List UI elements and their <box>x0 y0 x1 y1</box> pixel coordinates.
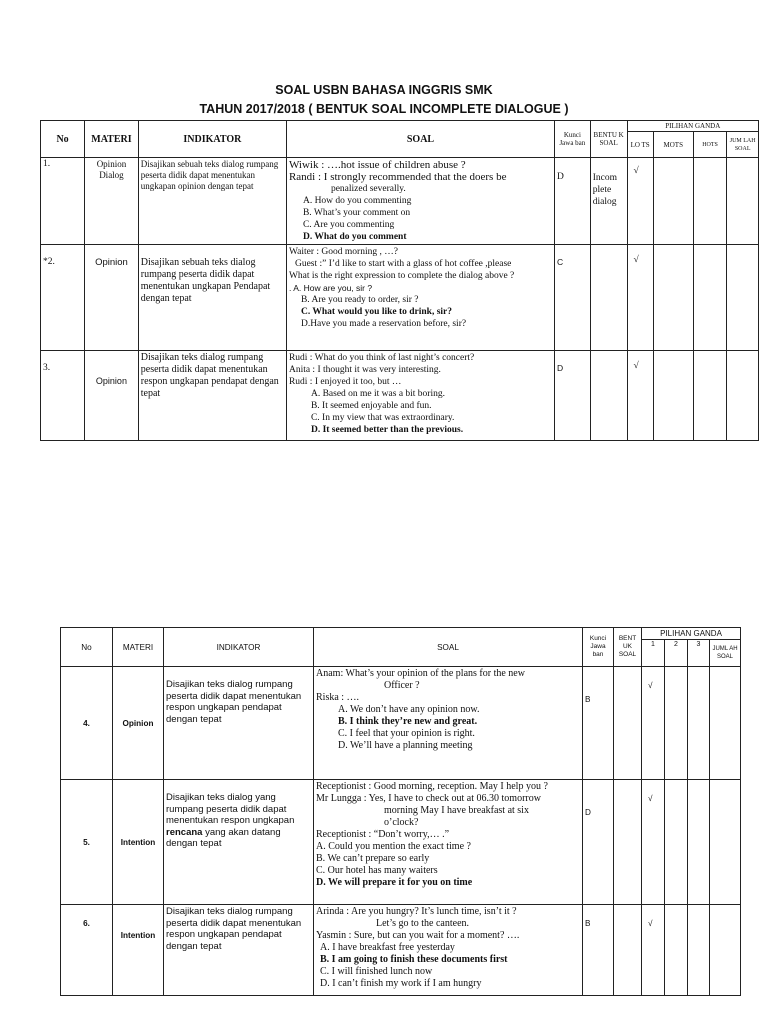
option-d: D.Have you made a reservation before, sir? <box>300 319 467 329</box>
soal-line: Guest :” I’d like to start with a glass of hot coffee ,please <box>294 259 512 269</box>
check-mark: √ <box>627 158 653 245</box>
row-no: 3. <box>41 351 85 441</box>
indikator-text: yang akan datang dengan tepat <box>166 826 281 849</box>
check-mark: √ <box>627 245 653 351</box>
header-col-3: 3 <box>688 640 710 667</box>
header-mots: MOTS <box>653 132 693 158</box>
soal-line: Yasmin : Sure, but can you wait for a moment? …. <box>316 930 520 941</box>
soal-line: Anam: What’s your opinion of the plans for the new <box>316 668 525 679</box>
indikator-text: Disajikan teks dialog yang rumpang peserta didik dapat menentukan respon ungkapan <box>166 792 295 826</box>
check-mark: √ <box>642 667 665 780</box>
option-a: A. I have breakfast free yesterday <box>320 942 455 953</box>
option-d: D. We’ll have a planning meeting <box>338 740 473 751</box>
option-d: D. It seemed better than the previous. <box>310 425 464 435</box>
soal-line: Let’s go to the canteen. <box>376 918 470 929</box>
soal-line: o’clock? <box>384 817 419 828</box>
row-materi: Opinion <box>113 667 164 780</box>
header-materi: MATERI <box>113 628 164 667</box>
option-c: C. What would you like to drink, sir? <box>300 307 453 317</box>
header-pilihan-ganda: PILIHAN GANDA <box>627 121 758 132</box>
soal-line: Wiwik : ….hot issue of children abuse ? <box>288 159 466 171</box>
soal-line: morning May I have breakfast at six <box>384 805 529 816</box>
table-row <box>41 351 759 441</box>
header-indikator: INDIKATOR <box>164 628 314 667</box>
option-a: A. We don’t have any opinion now. <box>338 704 480 715</box>
option-b: B. It seemed enjoyable and fun. <box>310 401 432 411</box>
option-b: B. What’s your comment on <box>302 208 411 218</box>
soal-line: penalized severally. <box>330 184 406 194</box>
header-soal: SOAL <box>314 628 583 667</box>
row-materi: Intention <box>113 780 164 905</box>
option-c: C. In my view that was extraordinary. <box>310 413 455 423</box>
table-row <box>41 245 759 351</box>
option-d: D. I can’t finish my work if I am hungry <box>320 978 482 989</box>
check-mark: √ <box>642 905 665 996</box>
header-no: No <box>61 628 113 667</box>
row-soal <box>314 780 583 905</box>
row-indikator: Disajikan teks dialog rumpang peserta didik dapat menentukan respon ungkapan pendapat dengan tepat <box>138 351 286 441</box>
question-table-2 <box>60 627 741 996</box>
option-a: A. Based on me it was a bit boring. <box>310 389 445 399</box>
row-no: 1. <box>41 158 85 245</box>
row-soal <box>286 351 554 441</box>
soal-line: Waiter : Good morning , …? <box>288 247 398 257</box>
option-b: B. I am going to finish these documents first <box>320 954 508 965</box>
row-kunci: D <box>583 780 614 905</box>
soal-line: Receptionist : Good morning, reception. May I help you ? <box>316 781 548 792</box>
option-a: A. How do you commenting <box>302 196 412 206</box>
soal-line: Randi : I strongly recommended that the doers be <box>288 171 507 183</box>
header-hots: HOTS <box>693 132 727 158</box>
document-title-line1: SOAL USBN BAHASA INGGRIS SMK <box>275 83 493 97</box>
row-soal <box>314 667 583 780</box>
header-kunci: Kunci Jawa ban <box>583 628 614 667</box>
row-kunci: D <box>555 351 591 441</box>
option-d: D. What do you comment <box>302 232 407 242</box>
document-title-line2: TAHUN 2017/2018 ( BENTUK SOAL INCOMPLETE DIALOGUE ) <box>199 102 569 116</box>
soal-line: Riska : …. <box>316 692 360 703</box>
header-col-2: 2 <box>665 640 688 667</box>
option-c: C. I will finished lunch now <box>320 966 433 977</box>
header-soal: SOAL <box>286 121 554 158</box>
soal-line: Mr Lungga : Yes, I have to check out at 06.30 tomorrow <box>316 793 541 804</box>
header-lots: LO TS <box>627 132 653 158</box>
header-pilihan-ganda: PILIHAN GANDA <box>642 628 741 640</box>
check-mark: √ <box>642 780 665 905</box>
row-bentuk: Incom plete dialog <box>590 158 627 245</box>
soal-line: Rudi : What do you think of last night’s concert? <box>288 353 475 363</box>
row-indikator: Disajikan sebuah teks dialog rumpang peserta didik dapat menentukan ungkapan Pendapat dengan tepat <box>138 245 286 351</box>
row-indikator: Disajikan teks dialog rumpang peserta didik dapat menentukan respon ungkapan pendapat dengan tepat <box>164 667 314 780</box>
check-mark: √ <box>627 351 653 441</box>
table-row <box>61 905 741 996</box>
soal-line: Officer ? <box>384 680 420 691</box>
header-jumlah: JUM LAH SOAL <box>727 132 759 158</box>
question-table-1 <box>40 120 759 441</box>
table-row <box>41 158 759 245</box>
row-soal <box>286 245 554 351</box>
row-no: 6. <box>61 905 113 996</box>
row-no: 4. <box>61 667 113 780</box>
header-indikator: INDIKATOR <box>138 121 286 158</box>
row-no: *2. <box>41 245 85 351</box>
row-indikator: Disajikan teks dialog rumpang peserta didik dapat menentukan respon ungkapan pendapat dengan tepat <box>164 905 314 996</box>
table-row <box>61 780 741 905</box>
option-b: B. Are you ready to order, sir ? <box>300 295 419 305</box>
indikator-keyword: rencana <box>166 826 203 838</box>
header-bentuk: BENT UK SOAL <box>614 628 642 667</box>
option-a: A. Could you mention the exact time ? <box>316 841 471 852</box>
soal-line: Receptionist : “Don’t worry,… .” <box>316 829 450 840</box>
row-kunci: B <box>583 905 614 996</box>
row-materi: Intention <box>113 905 164 996</box>
row-soal <box>286 158 554 245</box>
option-a: . A. How are you, sir ? <box>288 283 373 293</box>
header-col-1: 1 <box>642 640 665 667</box>
soal-line: What is the right expression to complete the dialog above ? <box>288 271 515 281</box>
row-soal <box>314 905 583 996</box>
row-no: 5. <box>61 780 113 905</box>
option-c: C. Are you commenting <box>302 220 395 230</box>
soal-line: Rudi : I enjoyed it too, but … <box>288 377 402 387</box>
row-indikator <box>164 780 314 905</box>
header-jumlah: JUML AH SOAL <box>710 640 741 667</box>
option-c: C. Our hotel has many waiters <box>316 865 438 876</box>
table-row <box>61 667 741 780</box>
header-materi: MATERI <box>85 121 139 158</box>
option-b: B. We can’t prepare so early <box>316 853 430 864</box>
option-b: B. I think they’re new and great. <box>338 716 478 727</box>
option-d: D. We will prepare it for you on time <box>316 877 473 888</box>
row-materi: Opinion <box>85 245 139 351</box>
header-bentuk: BENTU K SOAL <box>590 121 627 158</box>
row-kunci: C <box>555 245 591 351</box>
soal-line: Anita : I thought it was very interesting. <box>288 365 441 375</box>
option-c: C. I feel that your opinion is right. <box>338 728 475 739</box>
row-materi: Opinion <box>85 351 139 441</box>
row-kunci: D <box>555 158 591 245</box>
row-indikator: Disajikan sebuah teks dialog rumpang peserta didik dapat menentukan ungkapan opinion dengan tepat <box>138 158 286 245</box>
header-no: No <box>41 121 85 158</box>
header-kunci: Kunci Jawa ban <box>555 121 591 158</box>
soal-line: Arinda : Are you hungry? It’s lunch time, isn’t it ? <box>316 906 517 917</box>
row-materi: Opinion Dialog <box>85 158 139 245</box>
row-kunci: B <box>583 667 614 780</box>
